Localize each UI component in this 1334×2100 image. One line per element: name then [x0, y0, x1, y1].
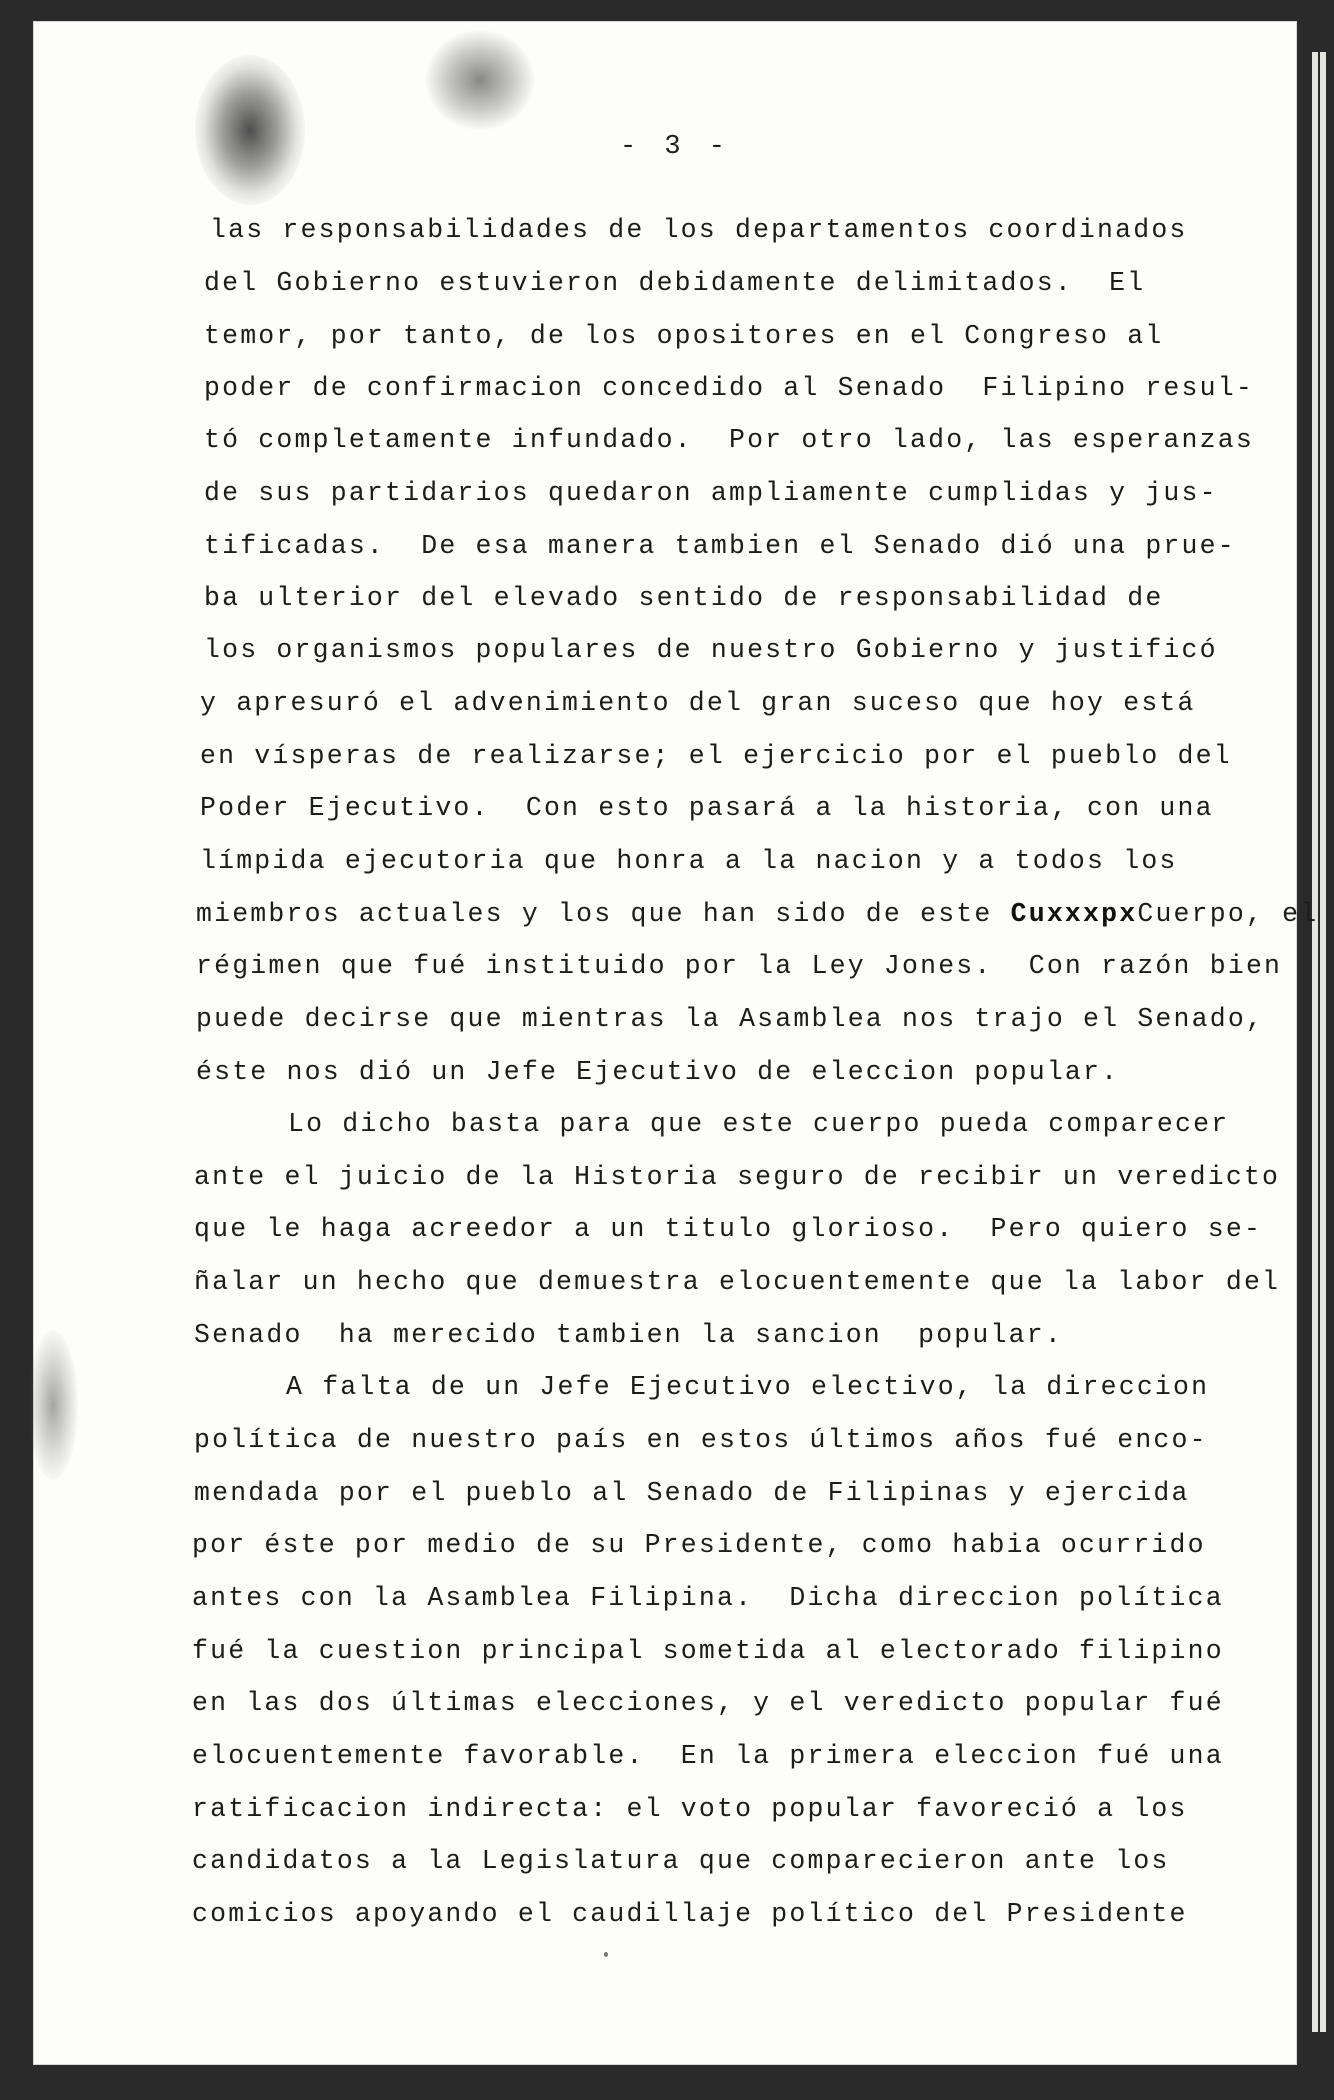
- text-line: Lo dicho basta para que este cuerpo pueda comparecer: [288, 1109, 1230, 1139]
- text-line: poder de confirmacion concedido al Senado Filipino resul-: [204, 373, 1254, 403]
- stray-mark: [604, 1952, 608, 1957]
- text-line: ratificacion indirecta: el voto popular favoreció a los: [192, 1794, 1188, 1824]
- text-line: Poder Ejecutivo. Con esto pasará a la historia, con una: [200, 793, 1214, 823]
- text-line: en las dos últimas elecciones, y el veredicto popular fué: [192, 1688, 1224, 1718]
- text-line: los organismos populares de nuestro Gobierno y justificó: [204, 635, 1218, 665]
- text-line: éste nos dió un Jefe Ejecutivo de eleccion popular.: [196, 1057, 1120, 1087]
- text-line: temor, por tanto, de los opositores en el Congreso al: [204, 321, 1164, 351]
- text-line: fué la cuestion principal sometida al electorado filipino: [192, 1636, 1224, 1666]
- text-line: antes con la Asamblea Filipina. Dicha direccion política: [192, 1583, 1224, 1613]
- line-text: miembros actuales y los que han sido de este: [196, 899, 993, 929]
- text-line: elocuentemente favorable. En la primera eleccion fué una: [192, 1741, 1224, 1771]
- text-line: y apresuró el advenimiento del gran suceso que hoy está: [200, 688, 1196, 718]
- text-line: régimen que fué instituido por la Ley Jones. Con razón bien: [196, 951, 1283, 981]
- struck-text: Cuxxxpx: [1010, 899, 1138, 929]
- text-line: puede decirse que mientras la Asamblea nos trajo el Senado,: [196, 1004, 1265, 1034]
- text-line: por éste por medio de su Presidente, como habia ocurrido: [192, 1530, 1206, 1560]
- text-line: en vísperas de realizarse; el ejercicio por el pueblo del: [200, 741, 1232, 771]
- page-edge: [1312, 52, 1318, 2032]
- text-line: ñalar un hecho que demuestra elocuentemente que la labor del: [194, 1267, 1281, 1297]
- text-line: tó completamente infundado. Por otro lado, las esperanzas: [204, 425, 1254, 455]
- text-line: que le haga acreedor a un titulo glorioso. Pero quiero se-: [194, 1214, 1263, 1244]
- text-line: candidatos a la Legislatura que comparecieron ante los: [192, 1846, 1170, 1876]
- text-line: Senado ha merecido tambien la sancion popular.: [194, 1320, 1063, 1350]
- text-line: de sus partidarios quedaron ampliamente cumplidas y jus-: [204, 478, 1218, 508]
- page-edge: [1320, 52, 1326, 2032]
- text-line: mendada por el pueblo al Senado de Filipinas y ejercida: [194, 1478, 1190, 1508]
- text-line: política de nuestro país en estos últimos años fué enco-: [194, 1425, 1208, 1455]
- page-number: - 3 -: [620, 132, 732, 162]
- text-line: [196, 898, 1318, 930]
- text-line: del Gobierno estuvieron debidamente delimitados. El: [204, 268, 1146, 298]
- line-text: Cuerpo, el: [1137, 899, 1319, 929]
- text-line: tificadas. De esa manera tambien el Senado dió una prue-: [204, 531, 1236, 561]
- text-line: las responsabilidades de los departamentos coordinados: [210, 215, 1188, 245]
- text-line: comicios apoyando el caudillaje político del Presidente: [192, 1899, 1188, 1929]
- text-line: A falta de un Jefe Ejecutivo electivo, la direccion: [286, 1372, 1210, 1402]
- text-line: ba ulterior del elevado sentido de responsabilidad de: [204, 583, 1164, 613]
- text-line: ante el juicio de la Historia seguro de recibir un veredicto: [194, 1162, 1281, 1192]
- text-line: límpida ejecutoria que honra a la nacion y a todos los: [200, 846, 1178, 876]
